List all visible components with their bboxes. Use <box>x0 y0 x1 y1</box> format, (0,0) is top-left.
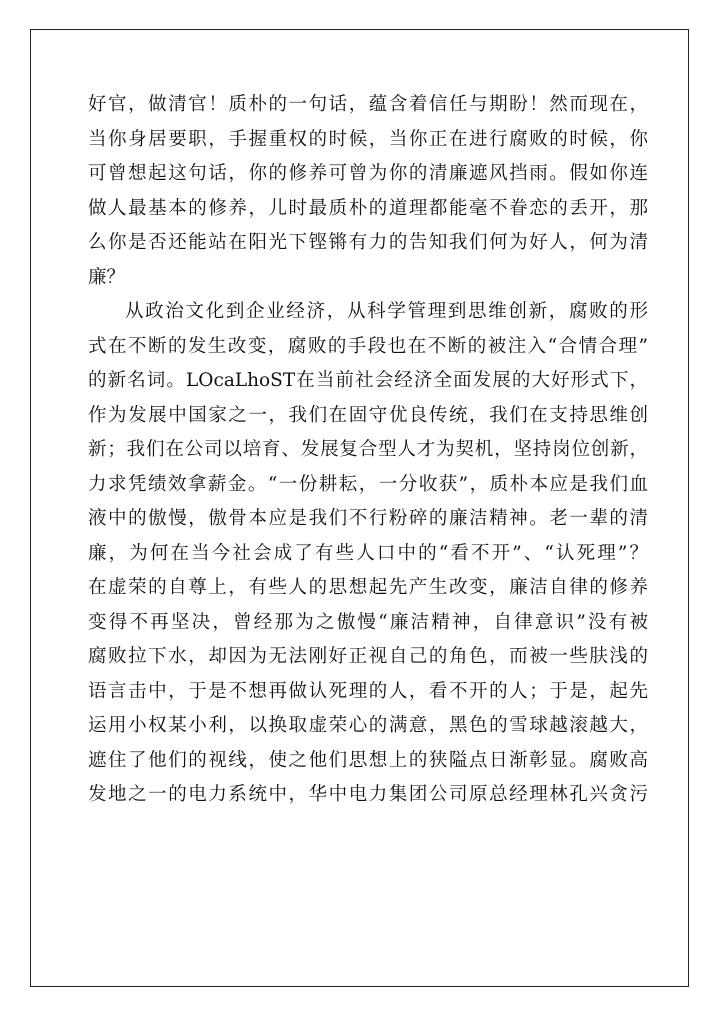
paragraph-end-line: 廉？ <box>88 266 126 288</box>
paragraph-first-line: 从政治文化到企业经济，从科学管理到思维创新，腐败的形 <box>125 301 648 322</box>
text-line: 液中的傲慢，傲骨本应是我们不行粉碎的廉洁精神。老一辈的清 <box>88 508 648 529</box>
text-line: 廉，为何在当今社会成了有些人口中的“看不开”、“认死理”？ <box>88 542 648 564</box>
text-line: 当你身居要职，手握重权的时候，当你正在进行腐败的时候，你 <box>88 128 648 150</box>
text-line: 式在不断的发生改变，腐败的手段也在不断的被注入“合情合理” <box>88 335 648 357</box>
text-line: 么你是否还能站在阳光下铿锵有力的告知我们何为好人，何为清 <box>88 232 648 253</box>
text-line: 可曾想起这句话，你的修养可曾为你的清廉遮风挡雨。假如你连 <box>88 163 648 184</box>
text-line: 运用小权某小利，以换取虚荣心的满意，黑色的雪球越滚越大， <box>88 715 648 736</box>
text-line: 遮住了他们的视线，使之他们思想上的狭隘点日渐彰显。腐败高 <box>88 749 648 771</box>
text-line: 力求凭绩效拿薪金。“一份耕耘，一分收获”，质朴本应是我们血 <box>88 473 648 495</box>
text-line: 好官，做清官！质朴的一句话，蕴含着信任与期盼！然而现在， <box>88 94 648 115</box>
text-line: 语言击中，于是不想再做认死理的人，看不开的人；于是，起先 <box>88 680 648 702</box>
text-line: 做人最基本的修养，儿时最质朴的道理都能毫不眷恋的丢开，那 <box>88 197 648 219</box>
text-line: 的新名词。LOcaLhoST在当前社会经济全面发展的大好形式下， <box>88 370 648 391</box>
text-line: 变得不再坚决，曾经那为之傲慢“廉洁精神，自律意识”没有被 <box>88 611 648 633</box>
text-line: 新；我们在公司以培育、发展复合型人才为契机，坚持岗位创新， <box>88 439 648 460</box>
text-line: 在虚荣的自尊上，有些人的思想起先产生改变，廉洁自律的修养 <box>88 577 648 598</box>
text-line: 作为发展中国家之一，我们在固守优良传统，我们在支持思维创 <box>88 404 648 426</box>
text-line: 发地之一的电力系统中，华中电力集团公司原总经理林孔兴贪污 <box>88 784 648 805</box>
document-body <box>88 88 648 813</box>
text-line: 腐败拉下水，却因为无法刚好正视自己的角色，而被一些肤浅的 <box>88 646 648 667</box>
